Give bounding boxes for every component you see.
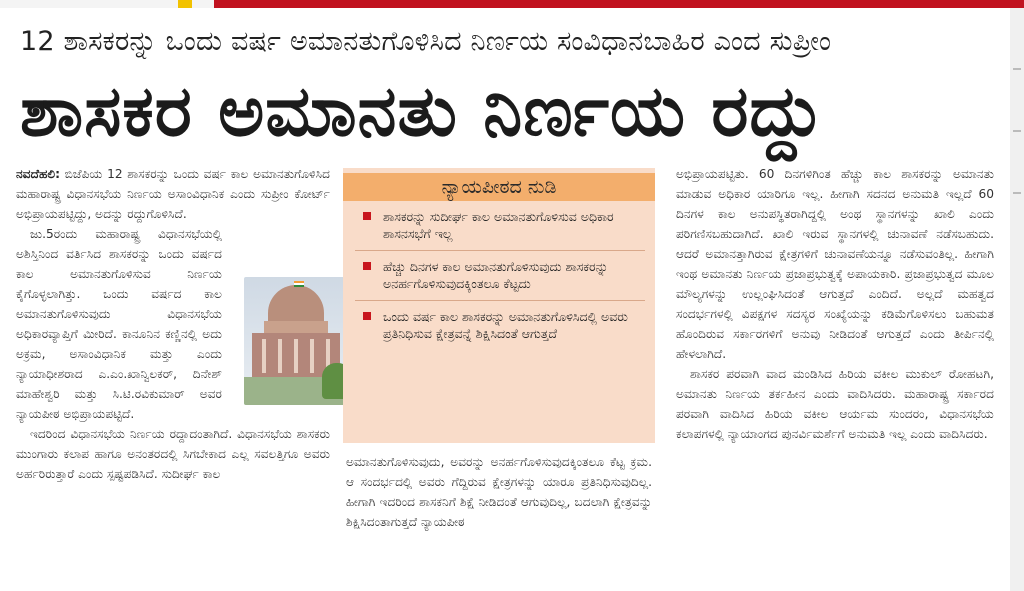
paragraph: ಜು.5ರಂದು ಮಹಾರಾಷ್ಟ್ರ ವಿಧಾನಸಭೆಯಲ್ಲಿ ಅಶಿಸ್ತಿನಿಂದ ವರ್ತಿಸಿದ ಶಾಸಕರನ್ನು ಒಂದು ವರ್ಷದ ಕಾಲ ಅಮಾನತುಗೊಳಿಸುವ ನಿರ್ಣಯ ಕೈಗೊಳ್ಳಲಾಗಿತ್ತು. ಒಂದು ವರ್ಷದ ಕಾಲ ಅಮಾನತುಗೊಳಿಸುವುದು ವಿಧಾನಸಭೆಯ ಅಧಿಕಾರವ್ಯಾಪ್ತಿಗೆ ಮೀರಿದೆ. ಕಾನೂನಿನ ಕಣ್ಣಿನಲ್ಲಿ ಅದು ಅಕ್ರಮ, ಅಸಾಂವಿಧಾನಿಕ ಮತ್ತು ಎಂದು ನ್ಯಾಯಾಧೀಶರಾದ ಎ.ಎಂ.ಖಾನ್ವಿಲಕರ್, ದಿನೇಶ್ ಮಾಹೇಶ್ವರಿ ಮತ್ತು ಸಿ.ಟಿ.ರವಿಕುಮಾರ್ ಅವರ ನ್ಯಾಯಪೀಠ ಅಭಿಪ್ರಾಯಪಟ್ಟಿದೆ. <box>16 227 222 421</box>
paragraph: ನವದೆಹಲಿ: ಬಿಜೆಪಿಯ 12 ಶಾಸಕರನ್ನು ಒಂದು ವರ್ಷ ಕಾಲ ಅಮಾನತುಗೊಳಿಸಿದ ಮಹಾರಾಷ್ಟ್ರ ವಿಧಾನಸಭೆಯ ನಿರ್ಣಯ ಅಸಾಂವಿಧಾನಿಕ ಎಂದು ಸುಪ್ರೀಂ ಕೋರ್ಟ್ ಅಭಿಪ್ರಾಯಪಟ್ಟಿದ್ದು, ಅದನ್ನು ರದ್ದುಗೊಳಿಸಿದೆ. <box>16 167 330 221</box>
factbox <box>343 168 655 443</box>
supreme-court-photo <box>244 277 348 405</box>
factbox-item: ಹೆಚ್ಚು ದಿನಗಳ ಕಾಲ ಅಮಾನತುಗೊಳಿಸುವುದು ಶಾಸಕರನ್ನು ಅನರ್ಹಗೊಳಿಸುವುದಕ್ಕಿಂತಲೂ ಕೆಟ್ಟದು <box>355 259 645 301</box>
factbox-item: ಶಾಸಕರನ್ನು ಸುದೀರ್ಘ ಕಾಲ ಅಮಾನತುಗೊಳಿಸುವ ಅಧಿಕಾರ ಶಾಸನಸಭೆಗೆ ಇಲ್ಲ <box>355 209 645 251</box>
article-kicker: 12 ಶಾಸಕರನ್ನು ಒಂದು ವರ್ಷ ಅಮಾನತುಗೊಳಿಸಿದ ನಿರ್ಣಯ ಸಂವಿಧಾನಬಾಹಿರ ಎಂದ ಸುಪ್ರೀಂ <box>20 26 832 57</box>
section-banner-red <box>214 0 1024 8</box>
article-column-2 <box>346 452 652 532</box>
article-column-3 <box>676 164 994 444</box>
paragraph: ಅಮಾನತುಗೊಳಿಸುವುದು, ಅವರನ್ನು ಅನರ್ಹಗೊಳಿಸುವುದಕ್ಕಿಂತಲೂ ಕೆಟ್ಟ ಕ್ರಮ. ಆ ಸಂದರ್ಭದಲ್ಲಿ ಅವರು ಗೆದ್ದಿರುವ ಕ್ಷೇತ್ರಗಳನ್ನು ಯಾರೂ ಪ್ರತಿನಿಧಿಸುವುದಿಲ್ಲ. ಹೀಗಾಗಿ ಇದರಿಂದ ಶಾಸಕನಿಗೆ ಶಿಕ್ಷೆ ನೀಡಿದಂತೆ ಆಗುವುದಿಲ್ಲ, ಬದಲಾಗಿ ಕ್ಷೇತ್ರವನ್ನು ಶಿಕ್ಷಿಸಿದಂತಾಗುತ್ತದೆ ನ್ಯಾಯಪೀಠ <box>346 455 652 529</box>
flag-icon <box>294 281 304 287</box>
bullet-icon <box>363 312 371 320</box>
bullet-icon <box>363 212 371 220</box>
paragraph: ಅಭಿಪ್ರಾಯಪಟ್ಟಿತು. 60 ದಿನಗಳಿಗಿಂತ ಹೆಚ್ಚು ಕಾಲ ಶಾಸಕರನ್ನು ಅಮಾನತು ಮಾಡುವ ಅಧಿಕಾರ ಯಾರಿಗೂ ಇಲ್ಲ. ಹೀಗಾಗಿ ಸದನದ ಅನುಮತಿ ಇಲ್ಲದೆ 60 ದಿನಗಳ ಕಾಲ ಅನುಪಸ್ಥಿತರಾಗಿದ್ದಲ್ಲಿ ಅಂಥ ಸ್ಥಾನಗಳನ್ನು ಖಾಲಿ ಎಂದು ಪರಿಗಣಿಸಬಹುದಾಗಿದೆ. ಖಾಲಿ ಇರುವ ಸ್ಥಾನಗಳಲ್ಲಿ ಚುನಾವಣೆ ನಡೆಸಬಹುದು. ಆದರೆ ಅಮಾನತ್ತಾಗಿರುವ ಕ್ಷೇತ್ರಗಳಿಗೆ ಚುನಾವಣೆಯನ್ನೂ ನಡೆಸುವಂತಿಲ್ಲ. ಹೀಗಾಗಿ ಇಂಥ ಅಮಾನತು ನಿರ್ಣಯ ಪ್ರಜಾಪ್ರಭುತ್ವಕ್ಕೆ ಅಪಾಯಕಾರಿ. ಪ್ರಜಾಪ್ರಭುತ್ವದ ಮೂಲ ಮೌಲ್ಯಗಳನ್ನು ಉಲ್ಲಂಘಿಸಿದಂತೆ ಆಗುತ್ತದೆ ಎಂದಿದೆ. ಅಲ್ಲದೆ ಮಹತ್ವದ ಸಂದರ್ಭಗಳಲ್ಲಿ ವಿಪಕ್ಷಗಳ ಸದಸ್ಯರ ಸಂಖ್ಯೆಯನ್ನು ಕಡಿಮೆಗೊಳಿಸಲು ಬಹುಮತ ಹೊಂದಿರುವ ಸರ್ಕಾರಗಳಿಗೆ ಅನುವು ನೀಡಿದಂತೆ ಆಗುತ್ತದೆ ಎಂದು ತೀರ್ಪಿನಲ್ಲಿ ಹೇಳಲಾಗಿದೆ. <box>676 167 994 361</box>
section-tab-yellow <box>178 0 192 8</box>
factbox-title: ನ್ಯಾಯಪೀಠದ ನುಡಿ <box>343 173 655 201</box>
paragraph: ಇದರಿಂದ ವಿಧಾನಸಭೆಯ ನಿರ್ಣಯ ರದ್ದಾದಂತಾಗಿದೆ. ವಿಧಾನಸಭೆಯ ಶಾಸಕರು ಮುಂಗಾರು ಕಲಾಪ ಹಾಗೂ ಅನಂತರದಲ್ಲಿ ಸಿಗಬೇಕಾದ ಎಲ್ಲ ಸವಲತ್ತಿಗೂ ಅವರು ಅರ್ಹರಿರುತ್ತಾರೆ ಎಂದು ಸ್ಪಷ್ಟಪಡಿಸಿದೆ. ಸುದೀರ್ಘ ಕಾಲ <box>16 427 330 481</box>
top-color-strip <box>0 0 1024 8</box>
paragraph: ಶಾಸಕರ ಪರವಾಗಿ ವಾದ ಮಂಡಿಸಿದ ಹಿರಿಯ ವಕೀಲ ಮುಕುಲ್ ರೋಹಟಗಿ, ಅಮಾನತು ನಿರ್ಣಯ ತರ್ಕಹೀನ ಎಂದು ವಾದಿಸಿದರು. ಮಹಾರಾಷ್ಟ್ರ ಸರ್ಕಾರದ ಪರವಾಗಿ ವಾದಿಸಿದ ಹಿರಿಯ ವಕೀಲ ಆರ್ಯಮ ಸುಂದರಂ, ವಿಧಾನಸಭೆಯ ಕಲಾಪಗಳಲ್ಲಿ ನ್ಯಾಯಾಂಗದ ಪುನರ್ವಿಮರ್ಶೆಗೆ ಅನುಮತಿ ಇಲ್ಲ ಎಂದು ವಾದಿಸಿದರು. <box>676 367 994 441</box>
dateline: ನವದೆಹಲಿ: <box>16 167 61 181</box>
factbox-item: ಒಂದು ವರ್ಷ ಕಾಲ ಶಾಸಕರನ್ನು ಅಮಾನತುಗೊಳಿಸಿದಲ್ಲಿ ಅವರು ಪ್ರತಿನಿಧಿಸುವ ಕ್ಷೇತ್ರವನ್ನೆ ಶಿಕ್ಷಿಸಿದಂತೆ ಆಗುತ್ತದೆ <box>355 309 645 350</box>
article-headline: ಶಾಸಕರ ಅಮಾನತು ನಿರ್ಣಯ ರದ್ದು <box>20 70 825 152</box>
bullet-icon <box>363 262 371 270</box>
page-edge <box>1010 8 1024 591</box>
